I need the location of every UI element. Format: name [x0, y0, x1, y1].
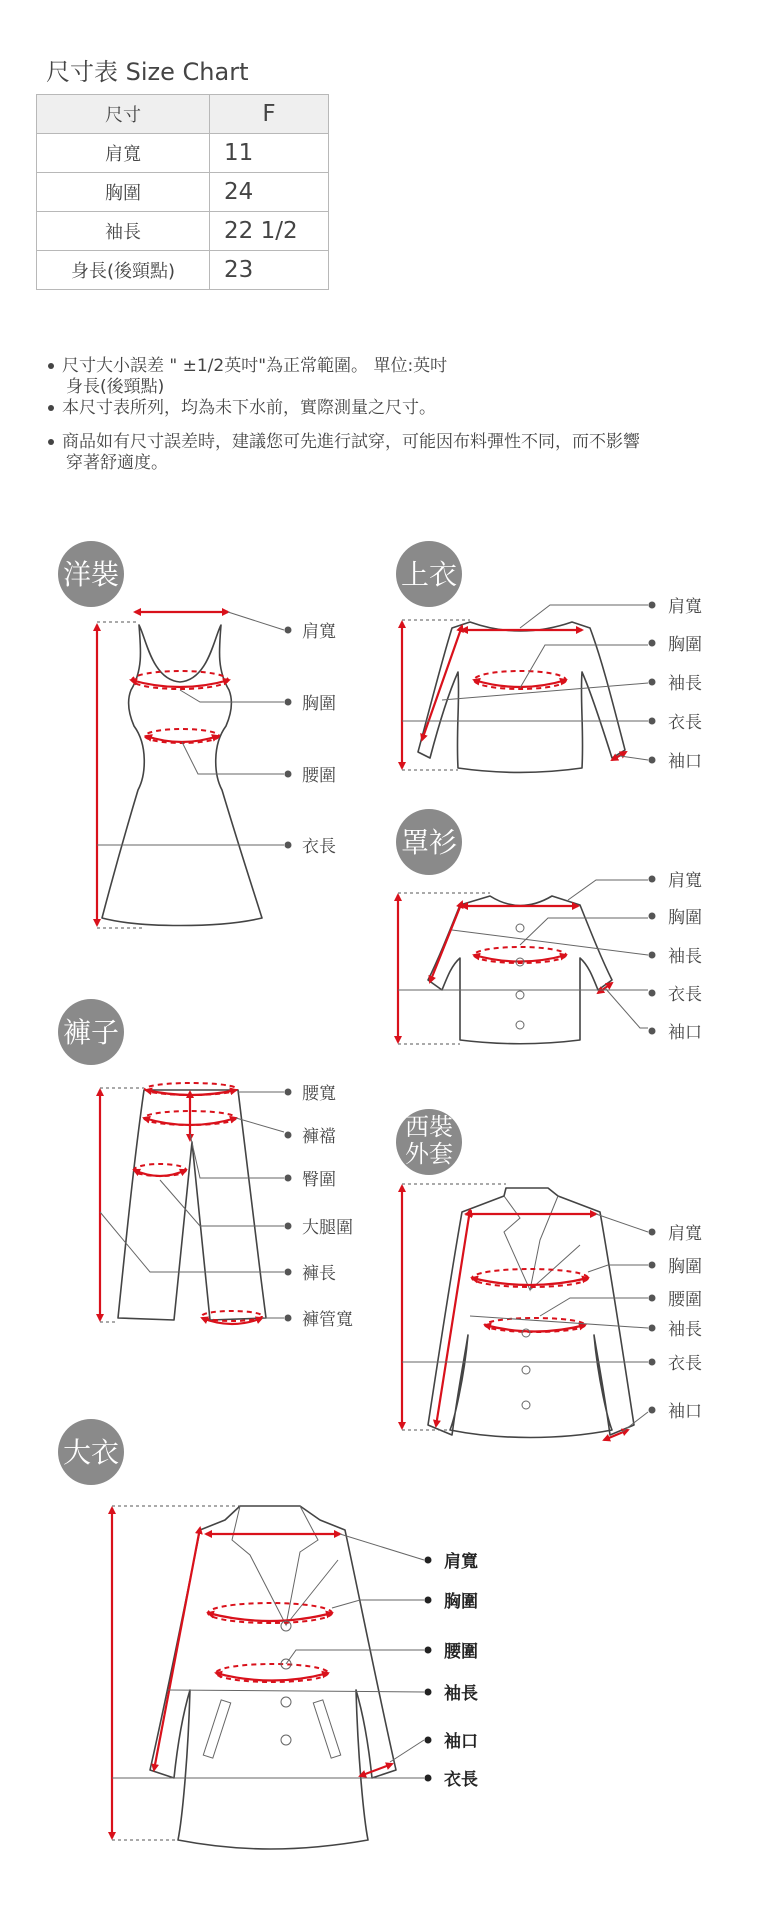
coat-label: 胸圍 [444, 1592, 478, 1612]
note-text: 商品如有尺寸誤差時，建議您可先進行試穿，可能因布料彈性不同，而不影響 [62, 432, 640, 452]
coat-label: 袖口 [444, 1732, 478, 1752]
blouse-label: 衣長 [668, 985, 702, 1005]
suit-label: 胸圍 [668, 1257, 702, 1277]
note-tolerance [48, 356, 447, 398]
page-title: 尺寸表 Size Chart [46, 58, 249, 86]
bullet-icon [48, 405, 54, 411]
row-value: 23 [210, 251, 329, 290]
pants-label: 大腿圍 [302, 1218, 353, 1238]
measurement-diagrams [0, 500, 774, 1920]
row-label: 胸圍 [37, 173, 210, 212]
dress-outline-icon [102, 625, 262, 926]
coat-section [58, 1419, 478, 1849]
table-row [37, 173, 329, 212]
suit-badge-label-2: 外套 [405, 1140, 453, 1168]
table-row [37, 134, 329, 173]
suit-outline-icon [428, 1188, 634, 1438]
pants-section [58, 999, 353, 1330]
row-label: 袖長 [37, 212, 210, 251]
note-tryon [48, 432, 640, 474]
blouse-badge-label: 罩衫 [400, 826, 458, 859]
pants-label: 褲襠 [302, 1127, 336, 1147]
top-label: 胸圍 [668, 635, 702, 655]
top-label: 衣長 [668, 713, 702, 733]
coat-label: 袖長 [444, 1684, 478, 1704]
table-row [37, 212, 329, 251]
row-label: 肩寬 [37, 134, 210, 173]
pants-label: 腰寬 [302, 1084, 336, 1104]
row-value: 24 [210, 173, 329, 212]
pants-label: 褲長 [302, 1264, 336, 1284]
bullet-icon [48, 439, 54, 445]
dress-label: 胸圍 [302, 694, 336, 714]
suit-section [396, 1109, 702, 1440]
bullet-icon [48, 363, 54, 369]
top-label: 袖長 [668, 674, 702, 694]
suit-label: 袖長 [668, 1320, 702, 1340]
table-header-label: 尺寸 [37, 95, 210, 134]
blouse-label: 胸圍 [668, 908, 702, 928]
note-subtext: 身長(後頸點) [66, 377, 165, 397]
pants-label: 臀圍 [302, 1170, 336, 1190]
dress-label: 腰圍 [302, 766, 336, 786]
coat-label: 衣長 [444, 1770, 478, 1790]
dress-label: 衣長 [302, 837, 336, 857]
blouse-label: 肩寬 [668, 871, 702, 891]
suit-label: 袖口 [668, 1402, 702, 1422]
note-unwashed [48, 398, 436, 419]
dress-badge-label: 洋裝 [62, 558, 120, 591]
row-value: 11 [210, 134, 329, 173]
coat-badge-label: 大衣 [62, 1436, 120, 1469]
pants-label: 褲管寬 [302, 1310, 353, 1330]
suit-label: 肩寬 [668, 1224, 702, 1244]
suit-badge-label-1: 西裝 [405, 1113, 453, 1141]
top-section [396, 541, 702, 773]
blouse-label: 袖口 [668, 1023, 702, 1043]
row-value: 22 1/2 [210, 212, 329, 251]
blouse-label: 袖長 [668, 947, 702, 967]
dress-label: 肩寬 [302, 622, 336, 642]
top-label: 肩寬 [668, 597, 702, 617]
blouse-section [396, 809, 702, 1044]
top-label: 袖口 [668, 752, 702, 772]
note-text: 本尺寸表所列，均為未下水前，實際測量之尺寸。 [62, 398, 436, 418]
coat-label: 腰圍 [444, 1642, 478, 1662]
coat-label: 肩寬 [444, 1552, 478, 1572]
note-subtext: 穿著舒適度。 [66, 453, 168, 473]
suit-label: 腰圍 [668, 1290, 702, 1310]
top-badge-label: 上衣 [400, 558, 458, 591]
row-label: 身長(後頸點) [37, 251, 210, 290]
dress-section [58, 541, 336, 928]
pants-badge-label: 褲子 [62, 1016, 120, 1049]
coat-outline-icon [150, 1506, 396, 1849]
note-text: 尺寸大小誤差 " ±1/2英吋"為正常範圍。 單位:英吋 [62, 356, 448, 376]
table-header-row [37, 95, 329, 134]
size-table [36, 94, 329, 290]
table-row [37, 251, 329, 290]
suit-label: 衣長 [668, 1354, 702, 1374]
table-header-value: F [210, 95, 329, 134]
